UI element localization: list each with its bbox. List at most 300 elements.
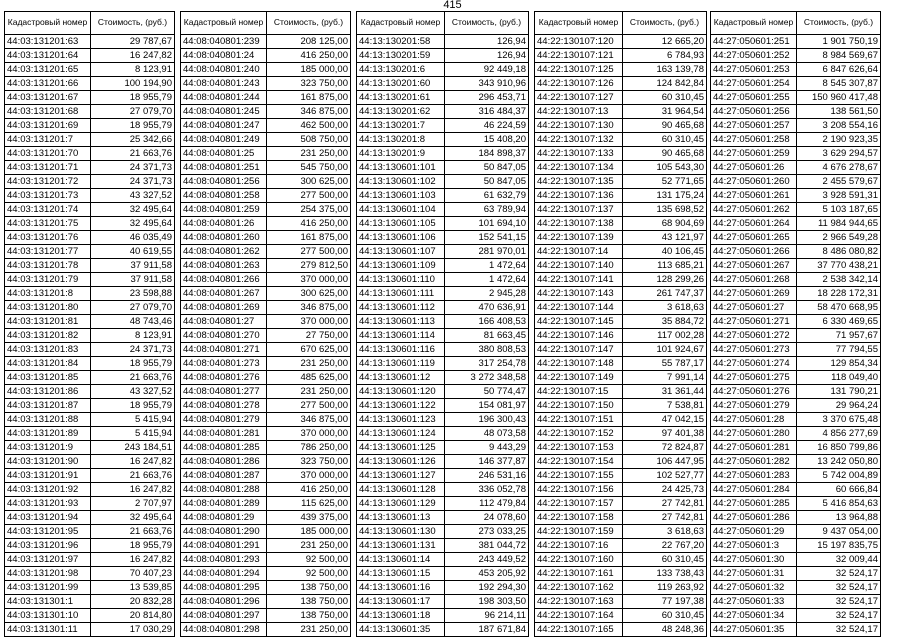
cost-cell: 47 042,15: [623, 413, 707, 427]
cadastral-number-cell: 44:13:130601:110: [357, 273, 445, 287]
cost-cell: 32 495,64: [91, 217, 175, 231]
cadastral-number-cell: 44:13:130601:105: [357, 217, 445, 231]
cost-cell: 485 625,00: [267, 371, 351, 385]
cost-cell: 23 598,88: [91, 287, 175, 301]
cost-cell: 6 847 626,64: [797, 63, 881, 77]
cadastral-number-cell: 44:13:130601:14: [357, 553, 445, 567]
cadastral-number-cell: 44:22:130107:157: [535, 497, 623, 511]
table-row: [535, 343, 707, 357]
table-row: [535, 245, 707, 259]
cost-cell: 13 242 050,80: [797, 455, 881, 469]
cadastral-number-cell: 44:27:050601:34: [711, 609, 797, 623]
cadastral-number-cell: 44:27:050601:257: [711, 119, 797, 133]
cost-cell: 8 123,91: [91, 63, 175, 77]
table-row: [181, 441, 351, 455]
table-row: [535, 525, 707, 539]
cadastral-number-cell: 44:08:040801:267: [181, 287, 267, 301]
table-row: [357, 133, 529, 147]
cost-cell: 21 663,76: [91, 147, 175, 161]
table-row: [181, 581, 351, 595]
cost-cell: 166 408,53: [445, 315, 529, 329]
table-row: [181, 413, 351, 427]
table-row: [535, 483, 707, 497]
cost-cell: 1 472,64: [445, 259, 529, 273]
table-row: [181, 595, 351, 609]
cost-cell: 138 750,00: [267, 581, 351, 595]
cadastral-number-cell: 44:27:050601:282: [711, 455, 797, 469]
cost-cell: 231 250,00: [267, 147, 351, 161]
table-row: [535, 595, 707, 609]
cadastral-number-cell: 44:27:050601:273: [711, 343, 797, 357]
cadastral-number-cell: 44:13:130601:16: [357, 581, 445, 595]
cost-cell: 60 310,45: [623, 91, 707, 105]
cost-cell: 46 224,59: [445, 119, 529, 133]
table-row: [181, 539, 351, 553]
cost-cell: 3 618,63: [623, 301, 707, 315]
cadastral-number-cell: 44:27:050601:259: [711, 147, 797, 161]
table-row: [5, 259, 175, 273]
table-row: [357, 245, 529, 259]
table-row: [5, 287, 175, 301]
cadastral-number-cell: 44:03:131201:74: [5, 203, 91, 217]
table-row: [711, 259, 881, 273]
cost-cell: 7 538,81: [623, 399, 707, 413]
cost-cell: 21 663,76: [91, 371, 175, 385]
cadastral-number-cell: 44:22:130107:135: [535, 175, 623, 189]
table-row: [357, 315, 529, 329]
table-row: [181, 623, 351, 637]
cadastral-number-cell: 44:13:130601:17: [357, 595, 445, 609]
table-row: [535, 329, 707, 343]
cost-cell: 18 955,79: [91, 357, 175, 371]
cadastral-number-cell: 44:08:040801:269: [181, 301, 267, 315]
table-row: [711, 315, 881, 329]
cost-cell: 8 123,91: [91, 329, 175, 343]
table-row: [357, 623, 529, 637]
table-row: [711, 539, 881, 553]
cost-cell: 24 371,73: [91, 343, 175, 357]
cost-cell: 4 856 277,69: [797, 427, 881, 441]
cost-cell: 31 964,54: [623, 105, 707, 119]
cadastral-number-cell: 44:13:130601:107: [357, 245, 445, 259]
table-row: [5, 203, 175, 217]
cadastral-number-cell: 44:08:040801:25: [181, 147, 267, 161]
cost-cell: 32 495,64: [91, 511, 175, 525]
table-row: [711, 483, 881, 497]
cadastral-number-cell: 44:22:130107:139: [535, 231, 623, 245]
table-row: [181, 567, 351, 581]
cadastral-number-cell: 44:08:040801:286: [181, 455, 267, 469]
cost-cell: 231 250,00: [267, 357, 351, 371]
cadastral-number-cell: 44:03:131201:75: [5, 217, 91, 231]
table-row: [535, 105, 707, 119]
cost-cell: 21 663,76: [91, 469, 175, 483]
table-row: [5, 161, 175, 175]
cost-cell: 113 685,21: [623, 259, 707, 273]
cost-cell: 5 415,94: [91, 427, 175, 441]
cost-cell: 3 928 591,31: [797, 189, 881, 203]
cost-cell: 246 531,16: [445, 469, 529, 483]
cadastral-number-cell: 44:03:131201:63: [5, 35, 91, 49]
table-row: [357, 161, 529, 175]
cost-cell: 43 121,97: [623, 231, 707, 245]
cadastral-number-cell: 44:22:130107:126: [535, 77, 623, 91]
table-row: [357, 413, 529, 427]
table-row: [711, 343, 881, 357]
table-row: [5, 315, 175, 329]
cadastral-number-cell: 44:08:040801:291: [181, 539, 267, 553]
cadastral-number-cell: 44:08:040801:24: [181, 49, 267, 63]
table-row: [357, 287, 529, 301]
table-row: [711, 469, 881, 483]
cost-cell: 8 984 569,67: [797, 49, 881, 63]
cadastral-number-cell: 44:27:050601:274: [711, 357, 797, 371]
cadastral-number-cell: 44:27:050601:253: [711, 63, 797, 77]
cost-cell: 61 632,79: [445, 189, 529, 203]
cadastral-number-cell: 44:13:130601:126: [357, 455, 445, 469]
table-row: [535, 455, 707, 469]
cadastral-number-cell: 44:08:040801:245: [181, 105, 267, 119]
cadastral-number-cell: 44:27:050601:258: [711, 133, 797, 147]
cadastral-number-cell: 44:08:040801:266: [181, 273, 267, 287]
cost-cell: 90 465,68: [623, 147, 707, 161]
table-row: [711, 441, 881, 455]
table-row: [535, 91, 707, 105]
header-cadastral-number: Кадастровый номер: [357, 12, 445, 35]
cadastral-number-cell: 44:08:040801:251: [181, 161, 267, 175]
cadastral-number-cell: 44:22:130107:160: [535, 553, 623, 567]
cadastral-number-cell: 44:03:131201:93: [5, 497, 91, 511]
cadastral-number-cell: 44:27:050601:256: [711, 105, 797, 119]
cadastral-number-cell: 44:03:131201:70: [5, 147, 91, 161]
cost-cell: 273 033,25: [445, 525, 529, 539]
cost-cell: 16 247,82: [91, 49, 175, 63]
header-cost: Стоимость, (руб.): [623, 12, 707, 35]
cadastral-number-cell: 44:13:130601:123: [357, 413, 445, 427]
table-row: [181, 105, 351, 119]
cadastral-number-cell: 44:27:050601:260: [711, 175, 797, 189]
cost-cell: 13 539,85: [91, 581, 175, 595]
cadastral-number-cell: 44:13:130601:114: [357, 329, 445, 343]
cost-cell: 416 250,00: [267, 49, 351, 63]
cost-cell: 35 884,72: [623, 315, 707, 329]
cadastral-number-cell: 44:27:050601:275: [711, 371, 797, 385]
cadastral-number-cell: 44:13:130601:35: [357, 623, 445, 637]
table-row: [535, 581, 707, 595]
cadastral-number-cell: 44:13:130601:106: [357, 231, 445, 245]
table-row: [711, 287, 881, 301]
table-row: [5, 77, 175, 91]
cadastral-number-cell: 44:27:050601:261: [711, 189, 797, 203]
cadastral-number-cell: 44:08:040801:263: [181, 259, 267, 273]
cadastral-number-cell: 44:03:131201:8: [5, 287, 91, 301]
cost-cell: 77 794,55: [797, 343, 881, 357]
cadastral-number-cell: 44:08:040801:285: [181, 441, 267, 455]
cadastral-number-cell: 44:03:131201:78: [5, 259, 91, 273]
cost-cell: 117 002,28: [623, 329, 707, 343]
table-row: [535, 497, 707, 511]
cadastral-number-cell: 44:03:131201:7: [5, 133, 91, 147]
table-row: [5, 147, 175, 161]
cost-cell: 48 073,58: [445, 427, 529, 441]
table-row: [535, 259, 707, 273]
table-row: [181, 245, 351, 259]
cost-cell: 24 371,73: [91, 175, 175, 189]
cadastral-number-cell: 44:22:130107:133: [535, 147, 623, 161]
table-row: [711, 301, 881, 315]
table-row: [535, 511, 707, 525]
table-row: [5, 427, 175, 441]
cadastral-number-cell: 44:22:130107:152: [535, 427, 623, 441]
cadastral-number-cell: 44:03:131201:90: [5, 455, 91, 469]
cost-cell: 81 663,45: [445, 329, 529, 343]
cadastral-number-cell: 44:13:130201:59: [357, 49, 445, 63]
table-row: [535, 623, 707, 637]
table-row: [357, 357, 529, 371]
cost-cell: 92 500,00: [267, 553, 351, 567]
table-row: [357, 511, 529, 525]
table-row: [181, 287, 351, 301]
cadastre-table-4: [534, 11, 707, 637]
cadastral-number-cell: 44:13:130201:58: [357, 35, 445, 49]
table-row: [181, 49, 351, 63]
table-header-row: [181, 12, 351, 35]
table-row: [5, 399, 175, 413]
cadastral-number-cell: 44:22:130107:140: [535, 259, 623, 273]
cadastral-number-cell: 44:08:040801:277: [181, 385, 267, 399]
table-row: [535, 301, 707, 315]
cost-cell: 43 327,52: [91, 189, 175, 203]
table-row: [711, 105, 881, 119]
cadastral-number-cell: 44:27:050601:284: [711, 483, 797, 497]
cost-cell: 100 194,90: [91, 77, 175, 91]
table-row: [711, 35, 881, 49]
cost-cell: 55 787,17: [623, 357, 707, 371]
cost-cell: 37 770 438,21: [797, 259, 881, 273]
cost-cell: 231 250,00: [267, 385, 351, 399]
cost-cell: 281 970,01: [445, 245, 529, 259]
cost-cell: 2 538 342,14: [797, 273, 881, 287]
cost-cell: 670 625,00: [267, 343, 351, 357]
table-row: [357, 77, 529, 91]
cadastral-number-cell: 44:27:050601:26: [711, 161, 797, 175]
cost-cell: 138 750,00: [267, 609, 351, 623]
header-cadastral-number: Кадастровый номер: [535, 12, 623, 35]
cadastral-number-cell: 44:08:040801:279: [181, 413, 267, 427]
cost-cell: 16 247,82: [91, 483, 175, 497]
cost-cell: 48 248,36: [623, 623, 707, 637]
cost-cell: 20 814,80: [91, 609, 175, 623]
cost-cell: 16 850 799,86: [797, 441, 881, 455]
cost-cell: 60 666,84: [797, 483, 881, 497]
table-row: [181, 259, 351, 273]
cost-cell: 243 184,51: [91, 441, 175, 455]
table-row: [181, 231, 351, 245]
cadastral-number-cell: 44:22:130107:153: [535, 441, 623, 455]
cadastral-number-cell: 44:27:050601:262: [711, 203, 797, 217]
cost-cell: 101 924,67: [623, 343, 707, 357]
table-row: [5, 413, 175, 427]
cost-cell: 185 000,00: [267, 525, 351, 539]
cost-cell: 8 545 307,87: [797, 77, 881, 91]
cost-cell: 115 625,00: [267, 497, 351, 511]
table-row: [5, 119, 175, 133]
cost-cell: 208 125,00: [267, 35, 351, 49]
table-row: [711, 357, 881, 371]
header-cost: Стоимость, (руб.): [445, 12, 529, 35]
table-row: [711, 609, 881, 623]
cadastral-number-cell: 44:08:040801:294: [181, 567, 267, 581]
cost-cell: 3 629 294,57: [797, 147, 881, 161]
cost-cell: 231 250,00: [267, 623, 351, 637]
cadastral-number-cell: 44:08:040801:297: [181, 609, 267, 623]
cost-cell: 131 790,21: [797, 385, 881, 399]
table-row: [181, 329, 351, 343]
table-row: [5, 133, 175, 147]
table-row: [357, 329, 529, 343]
cadastral-number-cell: 44:03:131301:11: [5, 623, 91, 637]
cadastral-number-cell: 44:27:050601:276: [711, 385, 797, 399]
cost-cell: 60 310,45: [623, 133, 707, 147]
cadastral-number-cell: 44:13:130601:13: [357, 511, 445, 525]
table-row: [5, 91, 175, 105]
table-header-row: [357, 12, 529, 35]
table-row: [357, 609, 529, 623]
cadastral-number-cell: 44:22:130107:137: [535, 203, 623, 217]
cost-cell: 198 303,50: [445, 595, 529, 609]
cadastral-number-cell: 44:13:130601:15: [357, 567, 445, 581]
cadastral-number-cell: 44:27:050601:255: [711, 91, 797, 105]
cost-cell: 3 618,63: [623, 525, 707, 539]
table-row: [5, 63, 175, 77]
cost-cell: 2 945,28: [445, 287, 529, 301]
table-row: [357, 189, 529, 203]
cost-cell: 9 437 054,00: [797, 525, 881, 539]
cost-cell: 5 742 004,89: [797, 469, 881, 483]
table-row: [535, 63, 707, 77]
cadastral-number-cell: 44:03:131301:1: [5, 595, 91, 609]
cost-cell: 22 767,20: [623, 539, 707, 553]
cadastral-number-cell: 44:13:130601:101: [357, 161, 445, 175]
cadastral-number-cell: 44:13:130601:103: [357, 189, 445, 203]
cost-cell: 3 272 348,58: [445, 371, 529, 385]
cadastral-number-cell: 44:03:131201:94: [5, 511, 91, 525]
cadastre-table-1: [4, 11, 175, 637]
cost-cell: 118 049,40: [797, 371, 881, 385]
cost-cell: 453 205,92: [445, 567, 529, 581]
cadastral-number-cell: 44:22:130107:14: [535, 245, 623, 259]
cost-cell: 46 035,49: [91, 231, 175, 245]
cadastral-number-cell: 44:08:040801:289: [181, 497, 267, 511]
table-row: [711, 525, 881, 539]
cadastral-number-cell: 44:22:130107:134: [535, 161, 623, 175]
table-row: [5, 595, 175, 609]
cost-cell: 3 208 554,16: [797, 119, 881, 133]
table-row: [711, 567, 881, 581]
cadastral-number-cell: 44:13:130201:6: [357, 63, 445, 77]
cadastral-number-cell: 44:03:131201:72: [5, 175, 91, 189]
cost-cell: 37 911,58: [91, 273, 175, 287]
cadastral-number-cell: 44:27:050601:272: [711, 329, 797, 343]
table-row: [711, 511, 881, 525]
cost-cell: 119 263,92: [623, 581, 707, 595]
cadastral-number-cell: 44:22:130107:149: [535, 371, 623, 385]
table-row: [711, 77, 881, 91]
cost-cell: 300 625,00: [267, 287, 351, 301]
cadastral-number-cell: 44:03:131201:65: [5, 63, 91, 77]
table-row: [181, 497, 351, 511]
cost-cell: 24 078,60: [445, 511, 529, 525]
table-row: [5, 35, 175, 49]
cost-cell: 323 750,00: [267, 455, 351, 469]
cadastral-number-cell: 44:13:130601:111: [357, 287, 445, 301]
cadastral-number-cell: 44:08:040801:256: [181, 175, 267, 189]
table-header-row: [5, 12, 175, 35]
cost-cell: 346 875,00: [267, 105, 351, 119]
table-header-row: [711, 12, 881, 35]
table-row: [5, 469, 175, 483]
table-row: [711, 273, 881, 287]
table-row: [357, 427, 529, 441]
table-row: [357, 175, 529, 189]
table-row: [711, 133, 881, 147]
table-row: [5, 623, 175, 637]
cost-cell: 72 824,87: [623, 441, 707, 455]
cost-cell: 185 000,00: [267, 63, 351, 77]
table-row: [181, 63, 351, 77]
table-row: [357, 441, 529, 455]
cadastral-number-cell: 44:22:130107:150: [535, 399, 623, 413]
table-row: [5, 189, 175, 203]
cadastral-number-cell: 44:08:040801:244: [181, 91, 267, 105]
cost-cell: 96 214,11: [445, 609, 529, 623]
table-row: [357, 35, 529, 49]
cost-cell: 261 747,37: [623, 287, 707, 301]
table-row: [357, 595, 529, 609]
cadastral-number-cell: 44:08:040801:281: [181, 427, 267, 441]
cadastral-number-cell: 44:22:130107:164: [535, 609, 623, 623]
table-row: [357, 63, 529, 77]
table-row: [535, 35, 707, 49]
cadastral-number-cell: 44:27:050601:31: [711, 567, 797, 581]
cadastral-number-cell: 44:22:130107:132: [535, 133, 623, 147]
table-row: [535, 287, 707, 301]
cost-cell: 129 854,34: [797, 357, 881, 371]
cost-cell: 184 898,37: [445, 147, 529, 161]
cost-cell: 187 671,84: [445, 623, 529, 637]
cadastral-number-cell: 44:22:130107:127: [535, 91, 623, 105]
table-row: [181, 217, 351, 231]
cost-cell: 786 250,00: [267, 441, 351, 455]
table-row: [711, 581, 881, 595]
cost-cell: 439 375,00: [267, 511, 351, 525]
cadastral-number-cell: 44:22:130107:125: [535, 63, 623, 77]
table-row: [5, 567, 175, 581]
table-row: [357, 497, 529, 511]
cadastral-number-cell: 44:03:131201:88: [5, 413, 91, 427]
table-row: [535, 469, 707, 483]
cost-cell: 126,94: [445, 35, 529, 49]
cadastral-number-cell: 44:08:040801:276: [181, 371, 267, 385]
cadastral-number-cell: 44:08:040801:240: [181, 63, 267, 77]
cadastral-number-cell: 44:03:131201:98: [5, 567, 91, 581]
cost-cell: 336 052,78: [445, 483, 529, 497]
cadastral-number-cell: 44:27:050601:29: [711, 525, 797, 539]
cost-cell: 43 327,52: [91, 385, 175, 399]
cadastral-number-cell: 44:27:050601:32: [711, 581, 797, 595]
cadastral-number-cell: 44:22:130107:146: [535, 329, 623, 343]
table-row: [535, 231, 707, 245]
